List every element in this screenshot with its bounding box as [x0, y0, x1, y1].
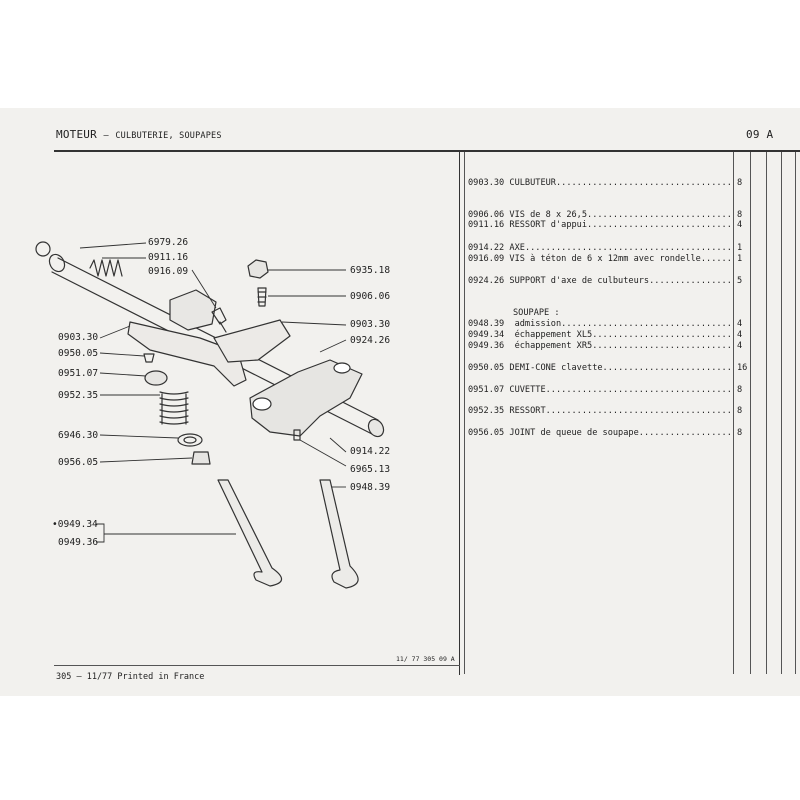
list-item: [513, 308, 560, 318]
dot-leader: ....................................: [545, 406, 732, 416]
callout-0911-16: 0911.16: [148, 252, 189, 263]
list-item: [468, 341, 743, 351]
dot-leader: .........................: [602, 363, 732, 373]
part-ref: 0914.22: [468, 243, 505, 253]
nut: [248, 260, 268, 278]
callout-0949-34: •0949.34: [52, 519, 98, 530]
part-qty: 4: [737, 220, 743, 230]
leader-6946-30: [100, 435, 178, 438]
pin-screw: [212, 308, 226, 332]
dot-leader: .................................: [561, 319, 732, 329]
part-ref: 0950.05: [468, 363, 505, 373]
dot-leader: ................: [649, 276, 732, 286]
title-sub: CULBUTERIE, SOUPAPES: [115, 131, 222, 141]
part-desc: RESSORT d'appui: [509, 220, 588, 230]
intake-valve: [320, 480, 358, 588]
part-qty: 1: [737, 254, 743, 264]
part-qty: 8: [737, 178, 743, 188]
list-item: [468, 406, 743, 416]
leader-0903-30-left: [100, 326, 130, 338]
part-desc: VIS à téton de 6 x 12mm avec rondelle: [509, 254, 701, 264]
leader-6965-13: [300, 440, 346, 466]
shaft-spring: [90, 260, 122, 276]
callout-0956-05: 0956.05: [58, 457, 99, 468]
exhaust-valve: [218, 480, 282, 586]
footer-print-info: 305 – 11/77 Printed in France: [56, 672, 205, 682]
shaft-ring: [36, 242, 50, 256]
leader-0924-26: [320, 340, 346, 352]
callout-0948-39: 0948.39: [350, 482, 391, 493]
callout-0949-36: 0949.36: [58, 537, 99, 548]
list-item: [468, 178, 743, 188]
part-desc: RESSORT: [509, 406, 546, 416]
dot-leader: ........................................: [524, 243, 732, 253]
part-qty: 16: [737, 363, 748, 373]
title-main: MOTEUR: [56, 128, 97, 141]
part-ref: 0906.06: [468, 210, 505, 220]
part-desc: SOUPAPE :: [513, 308, 560, 318]
dot-leader: ......: [700, 254, 732, 264]
part-qty: 8: [737, 406, 743, 416]
part-qty: 4: [737, 319, 743, 329]
part-ref: 0948.39: [468, 319, 505, 329]
list-item: [468, 254, 743, 264]
callout-6965-13: 6965.13: [350, 464, 391, 475]
part-ref: 0949.34: [468, 330, 505, 340]
part-ref: 0951.07: [468, 385, 505, 395]
callout-0924-26: 0924.26: [350, 335, 391, 346]
part-qty: 4: [737, 330, 743, 340]
part-desc: échappement XL5: [514, 330, 593, 340]
leader-0949-bracket: [96, 524, 236, 542]
page-code: 09 A: [746, 128, 774, 141]
leader-0914-22: [330, 438, 346, 452]
part-ref: 0956.05: [468, 428, 505, 438]
dot-leader: ............................: [587, 210, 732, 220]
leader-0950-05: [100, 353, 144, 356]
part-qty: 1: [737, 243, 743, 253]
list-item: [468, 330, 743, 340]
dot-leader: ...........................: [592, 330, 732, 340]
part-ref: 0949.36: [468, 341, 505, 351]
leader-6979-26: [80, 243, 146, 248]
list-item: [468, 276, 743, 286]
leader-0956-05: [100, 458, 192, 462]
list-item: [468, 363, 748, 373]
part-qty: 5: [737, 276, 743, 286]
part-desc: VIS de 8 x 26,5: [509, 210, 588, 220]
part-ref: 0952.35: [468, 406, 505, 416]
list-item: [468, 220, 743, 230]
part-desc: SUPPORT d'axe de culbuteurs: [509, 276, 650, 286]
callout-6935-18: 6935.18: [350, 265, 391, 276]
rocker-arm-right: [214, 320, 290, 362]
footer-stamp: 11/ 77 305 09 A: [396, 655, 455, 663]
callout-0903-30-left: 0903.30: [58, 332, 99, 343]
dot-leader: ...........................: [592, 341, 732, 351]
valve-keeper: [144, 354, 154, 362]
part-desc: admission: [514, 319, 562, 329]
spring-cup: [145, 371, 167, 385]
part-ref: 0911.16: [468, 220, 505, 230]
part-desc: échappement XR5: [514, 341, 593, 351]
dot-leader: ....................................: [545, 385, 732, 395]
dot-leader: ..................................: [555, 178, 732, 188]
washer: [178, 434, 202, 446]
callout-0916-09: 0916.09: [148, 266, 189, 277]
list-item: [468, 428, 743, 438]
list-item: [468, 243, 743, 253]
dot-leader: ..................: [638, 428, 732, 438]
title-dash: –: [103, 131, 109, 141]
screw: [258, 288, 266, 306]
part-qty: 8: [737, 428, 743, 438]
list-item: [468, 210, 743, 220]
callout-0952-35: 0952.35: [58, 390, 99, 401]
dot-leader: ............................: [587, 220, 732, 230]
leader-0951-07: [100, 373, 146, 376]
callout-0903-30-right: 0903.30: [350, 319, 391, 330]
valve-seal: [192, 452, 210, 464]
list-item: [468, 385, 743, 395]
part-desc: DEMI-CONE clavette: [509, 363, 603, 373]
callout-0914-22: 0914.22: [350, 446, 391, 457]
part-desc: AXE: [509, 243, 525, 253]
part-qty: 8: [737, 385, 743, 395]
callout-0906-06: 0906.06: [350, 291, 391, 302]
part-ref: 0924.26: [468, 276, 505, 286]
part-desc: CUVETTE: [509, 385, 546, 395]
front-support: [170, 290, 216, 330]
list-item: [468, 319, 743, 329]
part-ref: 0916.09: [468, 254, 505, 264]
callout-0951-07: 0951.07: [58, 368, 99, 379]
part-qty: 8: [737, 210, 743, 220]
part-ref: 0903.30: [468, 178, 505, 188]
valve-spring: [160, 392, 188, 424]
leader-0903-30-right: [282, 322, 346, 325]
callout-6979-26: 6979.26: [148, 237, 189, 248]
part-desc: CULBUTEUR: [509, 178, 556, 188]
part-qty: 4: [737, 341, 743, 351]
callout-6946-30: 6946.30: [58, 430, 99, 441]
callout-0950-05: 0950.05: [58, 348, 99, 359]
part-desc: JOINT de queue de soupape: [509, 428, 639, 438]
